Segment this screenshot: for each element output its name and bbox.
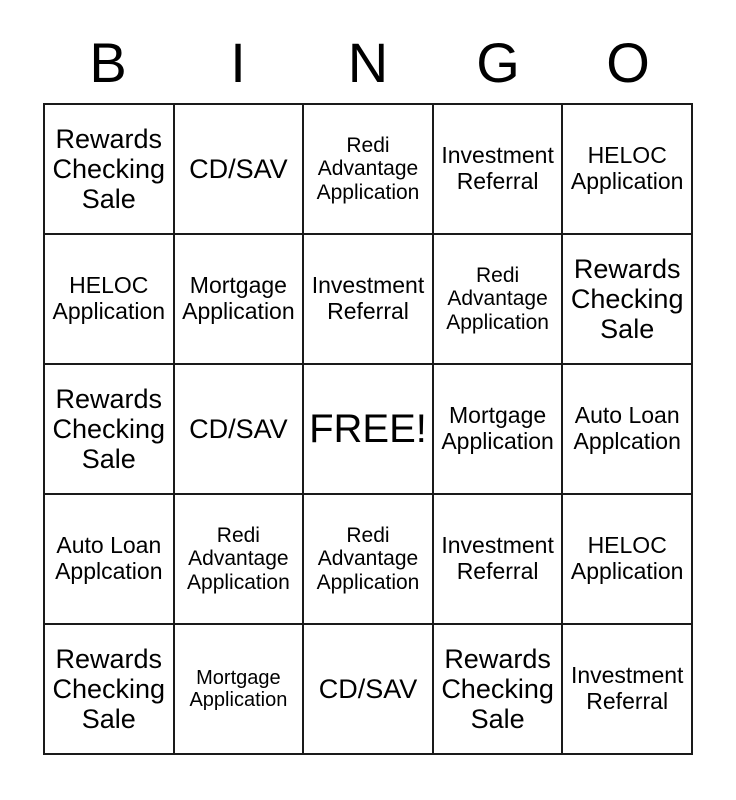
- bingo-cell-o1[interactable]: [563, 105, 693, 235]
- bingo-cell-n2[interactable]: [304, 235, 434, 365]
- bingo-cell-label: Rewards Checking Sale: [570, 253, 684, 345]
- bingo-cell-label: Auto Loan Applcation: [55, 532, 163, 584]
- bingo-header: [43, 28, 693, 98]
- bingo-cell-label: Rewards Checking Sale: [52, 383, 166, 475]
- header-letter-n: N: [347, 31, 389, 94]
- bingo-cell-label: Mortgage Application: [441, 402, 554, 454]
- bingo-cell-label: Redi Advantage Application: [316, 133, 420, 204]
- bingo-cell-label: Mortgage Application: [189, 666, 288, 711]
- bingo-cell-o3[interactable]: [563, 365, 693, 495]
- header-letter-b: B: [89, 31, 127, 94]
- bingo-cell-o4[interactable]: [563, 495, 693, 625]
- free-space-label: FREE!: [309, 406, 427, 451]
- bingo-cell-label: Investment Referral: [570, 662, 684, 714]
- bingo-grid: [43, 103, 693, 755]
- header-letter-g: G: [476, 31, 520, 94]
- bingo-cell-i3[interactable]: [175, 365, 305, 495]
- bingo-cell-label: Redi Advantage Application: [446, 263, 549, 334]
- bingo-cell-g4[interactable]: [434, 495, 564, 625]
- bingo-cell-b4[interactable]: [45, 495, 175, 625]
- bingo-cell-b1[interactable]: [45, 105, 175, 235]
- bingo-cell-label: Investment Referral: [441, 532, 554, 584]
- bingo-cell-n4[interactable]: [304, 495, 434, 625]
- bingo-cell-free-space[interactable]: [304, 365, 434, 495]
- bingo-cell-label: HELOC Application: [52, 272, 166, 324]
- bingo-cell-label: Investment Referral: [311, 272, 425, 324]
- bingo-cell-label: CD/SAV: [189, 413, 288, 444]
- bingo-cell-o2[interactable]: [563, 235, 693, 365]
- bingo-cell-label: CD/SAV: [189, 153, 288, 184]
- bingo-cell-label: Rewards Checking Sale: [52, 643, 166, 735]
- bingo-cell-i2[interactable]: [175, 235, 305, 365]
- header-letter-o: O: [606, 31, 650, 94]
- bingo-cell-b3[interactable]: [45, 365, 175, 495]
- bingo-cell-b2[interactable]: [45, 235, 175, 365]
- bingo-cell-i4[interactable]: [175, 495, 305, 625]
- bingo-cell-label: Redi Advantage Application: [187, 523, 290, 594]
- header-letter-i: I: [230, 31, 246, 94]
- bingo-cell-label: CD/SAV: [318, 673, 418, 704]
- bingo-cell-g1[interactable]: [434, 105, 564, 235]
- bingo-cell-g2[interactable]: [434, 235, 564, 365]
- bingo-cell-o5[interactable]: [563, 625, 693, 755]
- bingo-cell-label: Auto Loan Applcation: [573, 402, 681, 454]
- bingo-cell-i1[interactable]: [175, 105, 305, 235]
- bingo-cell-n5[interactable]: [304, 625, 434, 755]
- bingo-cell-label: HELOC Application: [570, 532, 684, 584]
- bingo-cell-label: Investment Referral: [441, 142, 554, 194]
- bingo-cell-label: Redi Advantage Application: [316, 523, 420, 594]
- bingo-cell-label: Rewards Checking Sale: [52, 123, 166, 215]
- bingo-cell-g3[interactable]: [434, 365, 564, 495]
- bingo-cell-i5[interactable]: [175, 625, 305, 755]
- bingo-cell-g5[interactable]: [434, 625, 564, 755]
- bingo-cell-b5[interactable]: [45, 625, 175, 755]
- bingo-cell-label: HELOC Application: [570, 142, 684, 194]
- bingo-cell-label: Mortgage Application: [182, 272, 295, 324]
- bingo-cell-label: Rewards Checking Sale: [441, 643, 554, 735]
- bingo-cell-n1[interactable]: [304, 105, 434, 235]
